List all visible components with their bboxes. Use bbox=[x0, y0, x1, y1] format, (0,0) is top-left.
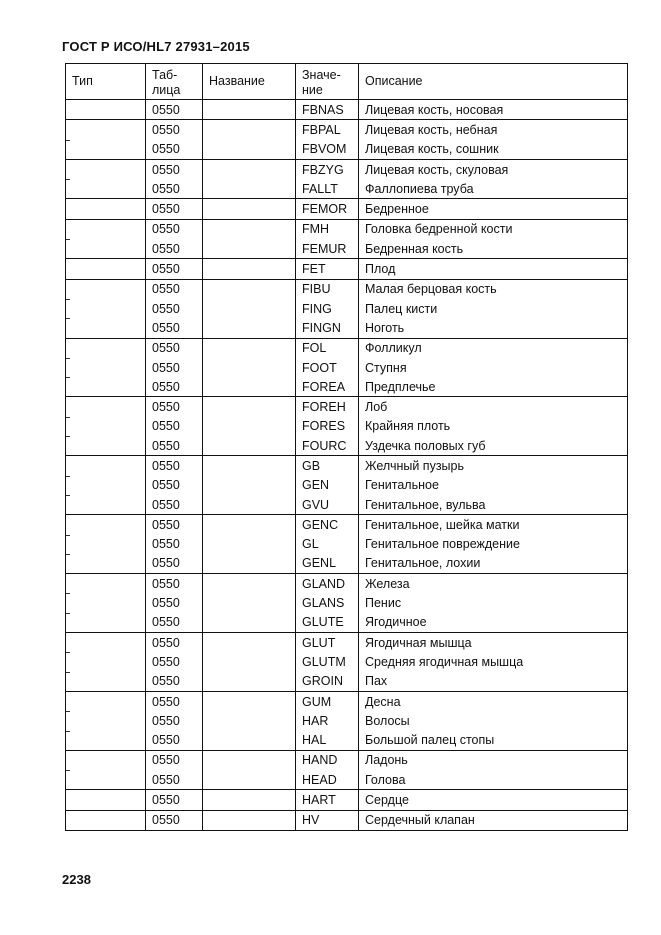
cell-description: Лицевая кость, небная bbox=[359, 120, 628, 140]
cell-description: Генитальное, лохии bbox=[359, 554, 628, 574]
cell-value: GEN bbox=[296, 476, 359, 495]
cell-type bbox=[66, 790, 146, 810]
cell-description: Средняя ягодичная мышца bbox=[359, 652, 628, 671]
column-header-name: Название bbox=[203, 64, 296, 100]
cell-table: 0550 bbox=[146, 259, 203, 279]
table-row bbox=[66, 574, 628, 594]
cell-name bbox=[203, 810, 296, 830]
cell-value: GENL bbox=[296, 554, 359, 574]
cell-description: Ладонь bbox=[359, 750, 628, 770]
cell-value: GROIN bbox=[296, 672, 359, 692]
table-row bbox=[66, 120, 628, 140]
cell-name bbox=[203, 691, 296, 711]
cell-value: FBNAS bbox=[296, 100, 359, 120]
cell-value: GB bbox=[296, 456, 359, 476]
cell-type bbox=[66, 476, 146, 495]
cell-name bbox=[203, 652, 296, 671]
cell-name bbox=[203, 495, 296, 515]
cell-table: 0550 bbox=[146, 436, 203, 456]
cell-description: Палец кисти bbox=[359, 299, 628, 318]
cell-table: 0550 bbox=[146, 417, 203, 436]
cell-table: 0550 bbox=[146, 750, 203, 770]
cell-type bbox=[66, 140, 146, 160]
cell-value: HV bbox=[296, 810, 359, 830]
cell-value: FET bbox=[296, 259, 359, 279]
cell-name bbox=[203, 436, 296, 456]
cell-value: GLUT bbox=[296, 633, 359, 653]
cell-name bbox=[203, 338, 296, 358]
cell-value: GLANS bbox=[296, 593, 359, 612]
cell-type bbox=[66, 711, 146, 730]
cell-table: 0550 bbox=[146, 593, 203, 612]
cell-name bbox=[203, 633, 296, 653]
cell-type bbox=[66, 397, 146, 417]
cell-description: Предплечье bbox=[359, 377, 628, 397]
table-row bbox=[66, 476, 628, 495]
cell-table: 0550 bbox=[146, 613, 203, 633]
column-header-type: Тип bbox=[66, 64, 146, 100]
cell-name bbox=[203, 456, 296, 476]
cell-description: Десна bbox=[359, 691, 628, 711]
table-row bbox=[66, 535, 628, 554]
cell-value: GLUTE bbox=[296, 613, 359, 633]
cell-description: Лицевая кость, скуловая bbox=[359, 159, 628, 179]
cell-description: Бедренное bbox=[359, 199, 628, 219]
cell-value: FOREH bbox=[296, 397, 359, 417]
cell-description: Желчный пузырь bbox=[359, 456, 628, 476]
cell-table: 0550 bbox=[146, 810, 203, 830]
cell-description: Лоб bbox=[359, 397, 628, 417]
cell-description: Сердце bbox=[359, 790, 628, 810]
table-row bbox=[66, 731, 628, 751]
table-row bbox=[66, 633, 628, 653]
table-row bbox=[66, 554, 628, 574]
cell-type bbox=[66, 219, 146, 239]
cell-table: 0550 bbox=[146, 358, 203, 377]
cell-table: 0550 bbox=[146, 770, 203, 790]
cell-value: GLAND bbox=[296, 574, 359, 594]
cell-type bbox=[66, 377, 146, 397]
cell-table: 0550 bbox=[146, 633, 203, 653]
table-row bbox=[66, 613, 628, 633]
cell-name bbox=[203, 299, 296, 318]
cell-type bbox=[66, 593, 146, 612]
column-header-table: Таб- лица bbox=[146, 64, 203, 100]
cell-table: 0550 bbox=[146, 672, 203, 692]
cell-type bbox=[66, 672, 146, 692]
cell-description: Малая берцовая кость bbox=[359, 279, 628, 299]
cell-type bbox=[66, 574, 146, 594]
cell-description: Генитальное, шейка матки bbox=[359, 515, 628, 535]
cell-name bbox=[203, 535, 296, 554]
table-row bbox=[66, 691, 628, 711]
cell-value: HAND bbox=[296, 750, 359, 770]
table-row bbox=[66, 770, 628, 790]
table-row bbox=[66, 456, 628, 476]
cell-value: HEAD bbox=[296, 770, 359, 790]
cell-table: 0550 bbox=[146, 574, 203, 594]
cell-description: Фаллопиева труба bbox=[359, 179, 628, 199]
cell-value: HART bbox=[296, 790, 359, 810]
cell-table: 0550 bbox=[146, 159, 203, 179]
cell-type bbox=[66, 770, 146, 790]
cell-value: HAR bbox=[296, 711, 359, 730]
cell-value: GUM bbox=[296, 691, 359, 711]
cell-table: 0550 bbox=[146, 318, 203, 338]
document-header: ГОСТ Р ИСО/HL7 27931–2015 bbox=[62, 39, 250, 54]
cell-description: Генитальное bbox=[359, 476, 628, 495]
table-row bbox=[66, 239, 628, 259]
table-row bbox=[66, 436, 628, 456]
table-row bbox=[66, 672, 628, 692]
cell-description: Сердечный клапан bbox=[359, 810, 628, 830]
cell-name bbox=[203, 397, 296, 417]
cell-value: FING bbox=[296, 299, 359, 318]
cell-table: 0550 bbox=[146, 476, 203, 495]
cell-name bbox=[203, 750, 296, 770]
table-row bbox=[66, 179, 628, 199]
cell-type bbox=[66, 338, 146, 358]
cell-description: Ступня bbox=[359, 358, 628, 377]
cell-value: FOL bbox=[296, 338, 359, 358]
table-row bbox=[66, 377, 628, 397]
cell-table: 0550 bbox=[146, 456, 203, 476]
cell-type bbox=[66, 691, 146, 711]
cell-name bbox=[203, 140, 296, 160]
column-header-value: Значе- ние bbox=[296, 64, 359, 100]
cell-value: FBVOM bbox=[296, 140, 359, 160]
table-row bbox=[66, 299, 628, 318]
table-row bbox=[66, 338, 628, 358]
cell-type bbox=[66, 159, 146, 179]
cell-type bbox=[66, 436, 146, 456]
table-row bbox=[66, 140, 628, 160]
cell-type bbox=[66, 652, 146, 671]
cell-table: 0550 bbox=[146, 299, 203, 318]
cell-value: GVU bbox=[296, 495, 359, 515]
table-row bbox=[66, 810, 628, 830]
cell-type bbox=[66, 100, 146, 120]
cell-value: FOURC bbox=[296, 436, 359, 456]
cell-name bbox=[203, 672, 296, 692]
cell-table: 0550 bbox=[146, 377, 203, 397]
cell-table: 0550 bbox=[146, 731, 203, 751]
cell-value: GLUTM bbox=[296, 652, 359, 671]
cell-table: 0550 bbox=[146, 691, 203, 711]
cell-table: 0550 bbox=[146, 338, 203, 358]
cell-name bbox=[203, 358, 296, 377]
cell-description: Лицевая кость, сошник bbox=[359, 140, 628, 160]
cell-type bbox=[66, 554, 146, 574]
cell-table: 0550 bbox=[146, 790, 203, 810]
cell-description: Генитальное повреждение bbox=[359, 535, 628, 554]
cell-description: Плод bbox=[359, 259, 628, 279]
cell-type bbox=[66, 633, 146, 653]
cell-name bbox=[203, 199, 296, 219]
cell-table: 0550 bbox=[146, 397, 203, 417]
cell-description: Уздечка половых губ bbox=[359, 436, 628, 456]
table-row bbox=[66, 593, 628, 612]
cell-value: HAL bbox=[296, 731, 359, 751]
table-row bbox=[66, 417, 628, 436]
table-row bbox=[66, 219, 628, 239]
cell-table: 0550 bbox=[146, 711, 203, 730]
cell-table: 0550 bbox=[146, 652, 203, 671]
cell-table: 0550 bbox=[146, 535, 203, 554]
cell-name bbox=[203, 770, 296, 790]
cell-table: 0550 bbox=[146, 219, 203, 239]
cell-type bbox=[66, 199, 146, 219]
cell-description: Железа bbox=[359, 574, 628, 594]
table-header bbox=[66, 64, 628, 100]
cell-type bbox=[66, 810, 146, 830]
cell-table: 0550 bbox=[146, 495, 203, 515]
table-row bbox=[66, 159, 628, 179]
cell-type bbox=[66, 456, 146, 476]
cell-description: Фолликул bbox=[359, 338, 628, 358]
cell-type bbox=[66, 495, 146, 515]
cell-name bbox=[203, 318, 296, 338]
cell-name bbox=[203, 515, 296, 535]
cell-value: GENC bbox=[296, 515, 359, 535]
cell-table: 0550 bbox=[146, 554, 203, 574]
cell-name bbox=[203, 593, 296, 612]
cell-value: FALLT bbox=[296, 179, 359, 199]
cell-description: Головка бедренной кости bbox=[359, 219, 628, 239]
cell-type bbox=[66, 535, 146, 554]
cell-table: 0550 bbox=[146, 140, 203, 160]
cell-description: Ягодичная мышца bbox=[359, 633, 628, 653]
cell-value: FORES bbox=[296, 417, 359, 436]
table-row bbox=[66, 318, 628, 338]
table-row bbox=[66, 495, 628, 515]
cell-value: FBZYG bbox=[296, 159, 359, 179]
cell-name bbox=[203, 219, 296, 239]
cell-description: Генитальное, вульва bbox=[359, 495, 628, 515]
cell-name bbox=[203, 377, 296, 397]
cell-type bbox=[66, 259, 146, 279]
cell-type bbox=[66, 358, 146, 377]
table-body bbox=[66, 100, 628, 831]
cell-table: 0550 bbox=[146, 515, 203, 535]
cell-description: Волосы bbox=[359, 711, 628, 730]
cell-value: FOREA bbox=[296, 377, 359, 397]
cell-type bbox=[66, 179, 146, 199]
table-row bbox=[66, 515, 628, 535]
column-header-description: Описание bbox=[359, 64, 628, 100]
cell-type bbox=[66, 613, 146, 633]
cell-name bbox=[203, 179, 296, 199]
cell-name bbox=[203, 120, 296, 140]
cell-type bbox=[66, 417, 146, 436]
cell-value: FIBU bbox=[296, 279, 359, 299]
cell-type bbox=[66, 279, 146, 299]
cell-description: Пенис bbox=[359, 593, 628, 612]
cell-name bbox=[203, 100, 296, 120]
cell-value: FEMUR bbox=[296, 239, 359, 259]
cell-value: FOOT bbox=[296, 358, 359, 377]
table-row bbox=[66, 790, 628, 810]
cell-name bbox=[203, 574, 296, 594]
table-row bbox=[66, 199, 628, 219]
table-row bbox=[66, 100, 628, 120]
cell-description: Бедренная кость bbox=[359, 239, 628, 259]
cell-description: Большой палец стопы bbox=[359, 731, 628, 751]
data-table bbox=[65, 63, 628, 831]
table-row bbox=[66, 358, 628, 377]
cell-type bbox=[66, 299, 146, 318]
table-row bbox=[66, 397, 628, 417]
cell-name bbox=[203, 790, 296, 810]
cell-value: FMH bbox=[296, 219, 359, 239]
cell-name bbox=[203, 279, 296, 299]
cell-type bbox=[66, 515, 146, 535]
cell-name bbox=[203, 159, 296, 179]
cell-name bbox=[203, 731, 296, 751]
cell-name bbox=[203, 554, 296, 574]
cell-value: FBPAL bbox=[296, 120, 359, 140]
cell-type bbox=[66, 120, 146, 140]
cell-value: FINGN bbox=[296, 318, 359, 338]
cell-name bbox=[203, 711, 296, 730]
cell-description: Ноготь bbox=[359, 318, 628, 338]
cell-name bbox=[203, 613, 296, 633]
cell-name bbox=[203, 417, 296, 436]
table-row bbox=[66, 711, 628, 730]
cell-table: 0550 bbox=[146, 179, 203, 199]
cell-table: 0550 bbox=[146, 199, 203, 219]
table-row bbox=[66, 750, 628, 770]
cell-description: Крайняя плоть bbox=[359, 417, 628, 436]
table-row bbox=[66, 279, 628, 299]
cell-description: Ягодичное bbox=[359, 613, 628, 633]
table-row bbox=[66, 652, 628, 671]
cell-type bbox=[66, 239, 146, 259]
cell-type bbox=[66, 318, 146, 338]
cell-table: 0550 bbox=[146, 100, 203, 120]
cell-description: Пах bbox=[359, 672, 628, 692]
cell-value: FEMOR bbox=[296, 199, 359, 219]
cell-table: 0550 bbox=[146, 239, 203, 259]
cell-name bbox=[203, 239, 296, 259]
cell-description: Голова bbox=[359, 770, 628, 790]
cell-value: GL bbox=[296, 535, 359, 554]
page-number: 2238 bbox=[62, 872, 91, 887]
cell-type bbox=[66, 731, 146, 751]
cell-type bbox=[66, 750, 146, 770]
cell-table: 0550 bbox=[146, 120, 203, 140]
cell-name bbox=[203, 476, 296, 495]
cell-description: Лицевая кость, носовая bbox=[359, 100, 628, 120]
table-row bbox=[66, 259, 628, 279]
cell-name bbox=[203, 259, 296, 279]
cell-table: 0550 bbox=[146, 279, 203, 299]
